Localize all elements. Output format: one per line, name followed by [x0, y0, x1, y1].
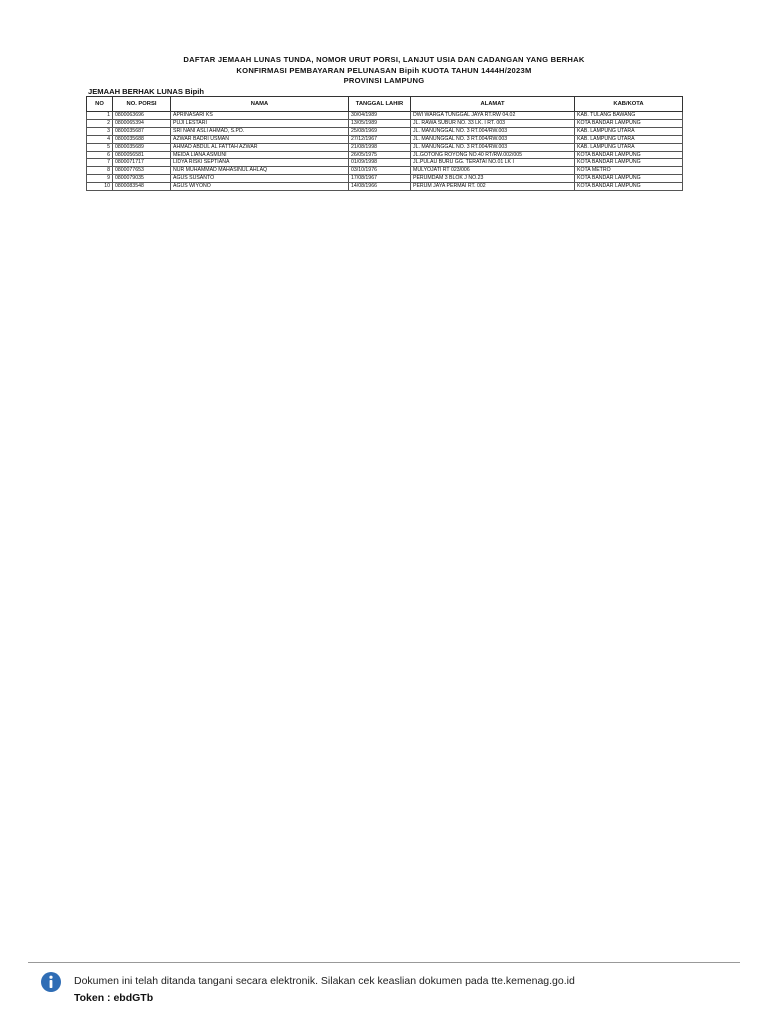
table-row — [87, 159, 683, 167]
cell-porsi: 0800071717 — [113, 159, 171, 167]
info-icon — [40, 971, 62, 993]
e-signature-notice: Dokumen ini telah ditanda tangani secara elektronik. Silakan cek keaslian dokumen pada tte.kemenag.go.id — [74, 975, 575, 987]
cell-porsi: 0800035689 — [113, 143, 171, 151]
cell-nama: APRINASARI KS — [171, 112, 349, 120]
section-title: JEMAAH BERHAK LUNAS Bipih — [88, 87, 205, 96]
cell-porsi: 0800056581 — [113, 151, 171, 159]
cell-no: 4 — [87, 135, 113, 143]
cell-no: 7 — [87, 159, 113, 167]
table-row — [87, 112, 683, 120]
cell-porsi: 0800079035 — [113, 175, 171, 183]
table-row — [87, 175, 683, 183]
cell-tanggal: 01/09/1998 — [349, 159, 411, 167]
cell-nama: AHMAD ABDUL AL FATTAH AZWAR — [171, 143, 349, 151]
header-title-line-3: PROVINSI LAMPUNG — [343, 76, 425, 85]
cell-kab: KOTA BANDAR LAMPUNG — [575, 151, 683, 159]
cell-alamat: JL. RAWA SUBUR NO. 33 LK. I RT. 003 — [411, 119, 575, 127]
cell-tanggal: 17/08/1967 — [349, 175, 411, 183]
cell-nama: PUJI LESTARI — [171, 119, 349, 127]
header-title-line-1: DAFTAR JEMAAH LUNAS TUNDA, NOMOR URUT PORSI, LANJUT USIA DAN CADANGAN YANG BERHAK — [183, 55, 585, 64]
column-header-alamat: ALAMAT — [411, 97, 575, 112]
cell-no: 10 — [87, 183, 113, 191]
verification-token: Token : ebdGTb — [74, 992, 154, 1004]
cell-porsi: 0800035688 — [113, 135, 171, 143]
cell-porsi: 0800077653 — [113, 167, 171, 175]
cell-kab: KOTA BANDAR LAMPUNG — [575, 183, 683, 191]
column-header-tanggal: TANGGAL LAHIR — [349, 97, 411, 112]
cell-nama: SRI NANI ASLI AHMAD, S.PD. — [171, 127, 349, 135]
table-row — [87, 151, 683, 159]
cell-nama: AGUS SUSANTO — [171, 175, 349, 183]
cell-tanggal: 30/04/1989 — [349, 112, 411, 120]
cell-nama: AGUS WIYONO — [171, 183, 349, 191]
cell-no: 8 — [87, 167, 113, 175]
cell-no: 9 — [87, 175, 113, 183]
cell-kab: KAB. TULANG BAWANG — [575, 112, 683, 120]
cell-porsi: 0800035687 — [113, 127, 171, 135]
cell-kab: KOTA METRO — [575, 167, 683, 175]
cell-no: 2 — [87, 119, 113, 127]
cell-no: 5 — [87, 143, 113, 151]
cell-nama: NUR MUHAMMAD MAHASINUL AHLAQ — [171, 167, 349, 175]
cell-nama: LIDYA RISKI SEPTIANA — [171, 159, 349, 167]
cell-alamat: JL.PULAU BURU GG. TERATAI NO.01 LK I — [411, 159, 575, 167]
cell-porsi: 0800083548 — [113, 183, 171, 191]
column-header-nama: NAMA — [171, 97, 349, 112]
cell-kab: KAB. LAMPUNG UTARA — [575, 135, 683, 143]
cell-tanggal: 14/08/1966 — [349, 183, 411, 191]
cell-alamat: JL. MANUNGGAL NO. 3 RT.004/RW.003 — [411, 143, 575, 151]
table-body — [87, 112, 683, 191]
cell-porsi: 0800065394 — [113, 119, 171, 127]
cell-nama: MEIDA LIANA ASMUNI — [171, 151, 349, 159]
table-row — [87, 135, 683, 143]
table-row — [87, 183, 683, 191]
cell-alamat: JL. MANUNGGAL NO. 3 RT.004/RW.003 — [411, 135, 575, 143]
cell-kab: KOTA BANDAR LAMPUNG — [575, 159, 683, 167]
cell-tanggal: 21/08/1998 — [349, 143, 411, 151]
cell-tanggal: 26/05/1975 — [349, 151, 411, 159]
column-header-kab: KAB/KOTA — [575, 97, 683, 112]
footer-divider — [28, 962, 740, 963]
cell-tanggal: 27/12/1967 — [349, 135, 411, 143]
signature-footer — [0, 962, 768, 1024]
table-row — [87, 119, 683, 127]
cell-no: 3 — [87, 127, 113, 135]
cell-no: 6 — [87, 151, 113, 159]
column-header-porsi: NO. PORSI — [113, 97, 171, 112]
table-row — [87, 167, 683, 175]
cell-alamat: JL. MANUNGGAL NO. 3 RT.004/RW.003 — [411, 127, 575, 135]
cell-no: 1 — [87, 112, 113, 120]
jemaah-table — [86, 96, 683, 191]
table-header-row — [87, 97, 683, 112]
table-row — [87, 127, 683, 135]
cell-kab: KAB. LAMPUNG UTARA — [575, 127, 683, 135]
cell-porsi: 0800063696 — [113, 112, 171, 120]
cell-alamat: PERUMDAM 3 BLOK J NO.23 — [411, 175, 575, 183]
cell-kab: KOTA BANDAR LAMPUNG — [575, 175, 683, 183]
cell-kab: KAB. LAMPUNG UTARA — [575, 143, 683, 151]
header-title-line-2: KONFIRMASI PEMBAYARAN PELUNASAN Bipih KUOTA TAHUN 1444H/2023M — [236, 65, 532, 75]
table-row — [87, 143, 683, 151]
cell-alamat: JL.GOTONG ROYONG NO.40 RT/RW.002/005 — [411, 151, 575, 159]
cell-alamat: PERUM JAYA PERMAI RT. 002 — [411, 183, 575, 191]
cell-nama: AZWAR BADRI USMAN — [171, 135, 349, 143]
document-header — [0, 55, 768, 87]
cell-alamat: MULYOJATI RT 023/006 — [411, 167, 575, 175]
cell-kab: KOTA BANDAR LAMPUNG — [575, 119, 683, 127]
column-header-no: NO — [87, 97, 113, 112]
cell-alamat: DWI WARGA TUNGGAL JAYA RT.RW 04.02 — [411, 112, 575, 120]
cell-tanggal: 25/08/1969 — [349, 127, 411, 135]
cell-tanggal: 13/05/1989 — [349, 119, 411, 127]
cell-tanggal: 03/10/1976 — [349, 167, 411, 175]
